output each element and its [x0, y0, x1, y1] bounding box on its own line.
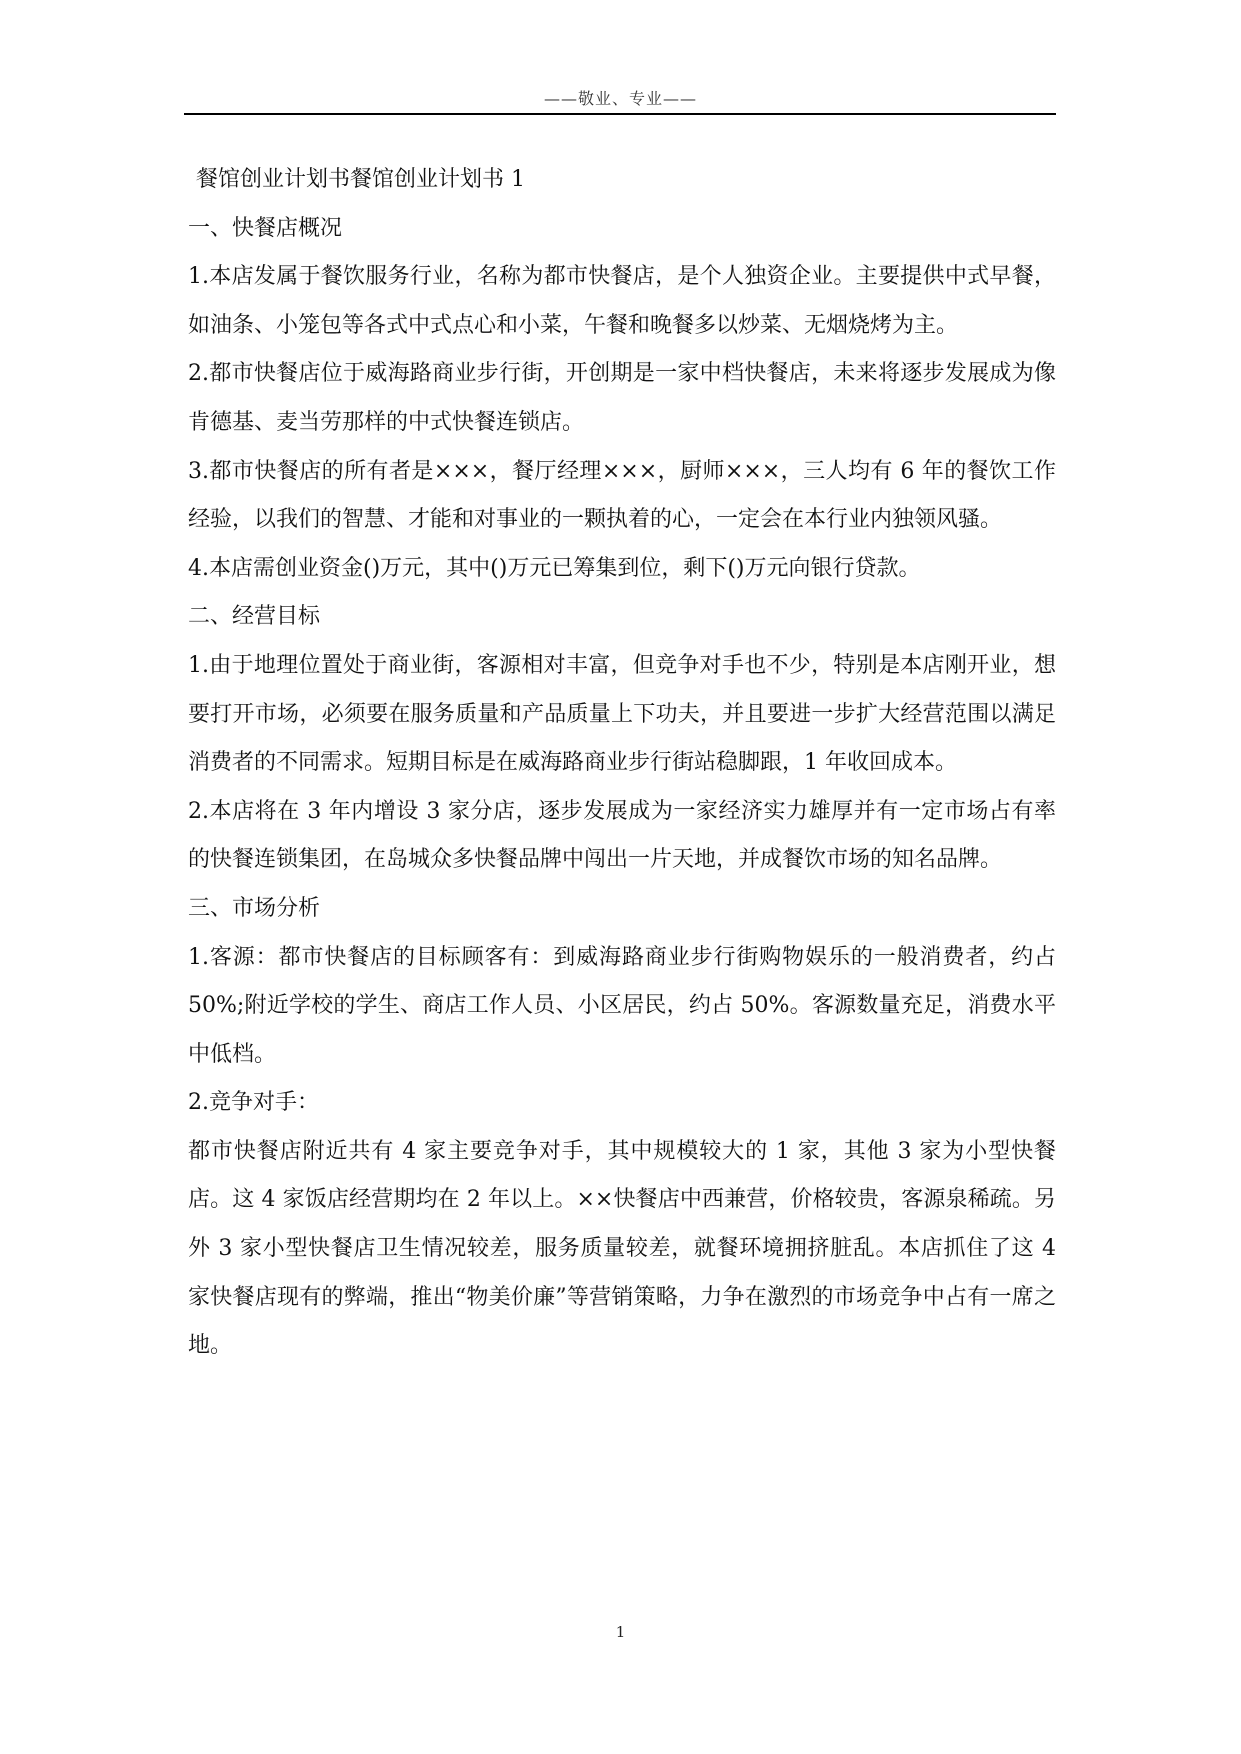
section-heading: 一、快餐店概况 [188, 215, 343, 241]
paragraph: 3.都市快餐店的所有者是×××，餐厅经理×××，厨师×××，三人均有 6 年的餐饮工作经验，以我们的智慧、才能和对事业的一颗执着的心，一定会在本行业内独领风骚。 [188, 458, 1056, 533]
page-header: ——敬业、专业—— [543, 89, 697, 108]
paragraph: 1.由于地理位置处于商业街，客源相对丰富，但竞争对手也不少，特别是本店刚开业，想要打开市场，必须要在服务质量和产品质量上下功夫，并且要进一步扩大经营范围以满足消费者的不同需求。短期目标是在威海路商业步行街站稳脚跟，1 年收回成本。 [188, 652, 1056, 776]
paragraph: 都市快餐店附近共有 4 家主要竞争对手，其中规模较大的 1 家，其他 3 家为小型快餐店。这 4 家饭店经营期均在 2 年以上。××快餐店中西兼营，价格较贵，客源泉稀疏。另外 3 家小型快餐店卫生情况较差，服务质量较差，就餐环境拥挤脏乱。本店抓住了这 4 家快餐店现有的弊端，推出“物美价廉”等营销策略，力争在激烈的市场竞争中占有一席之地。 [188, 1138, 1056, 1359]
page-number: 1 [615, 1623, 626, 1641]
paragraph: 2.竞争对手： [188, 1090, 319, 1116]
paragraph: 1.客源：都市快餐店的目标顾客有：到威海路商业步行街购物娱乐的一般消费者，约占 50%;附近学校的学生、商店工作人员、小区居民，约占 50%。客源数量充足，消费水平中低档。 [188, 944, 1056, 1067]
paragraph: 2.都市快餐店位于威海路商业步行街，开创期是一家中档快餐店，未来将逐步发展成为像肯德基、麦当劳那样的中式快餐连锁店。 [188, 361, 1056, 435]
paragraph: 2.本店将在 3 年内增设 3 家分店，逐步发展成为一家经济实力雄厚并有一定市场占有率的快餐连锁集团，在岛城众多快餐品牌中闯出一片天地，并成餐饮市场的知名品牌。 [188, 798, 1056, 873]
document-body [188, 156, 1056, 1371]
header-divider [184, 113, 1056, 115]
document-title: 餐馆创业计划书餐馆创业计划书 1 [196, 167, 525, 192]
section-heading: 三、市场分析 [188, 895, 321, 921]
section-heading: 二、经营目标 [188, 604, 321, 630]
paragraph: 1.本店发属于餐饮服务行业，名称为都市快餐店，是个人独资企业。主要提供中式早餐，如油条、小笼包等各式中式点心和小菜，午餐和晚餐多以炒菜、无烟烧烤为主。 [188, 264, 1056, 338]
paragraph: 4.本店需创业资金()万元，其中()万元已筹集到位，剩下()万元向银行贷款。 [188, 555, 921, 581]
